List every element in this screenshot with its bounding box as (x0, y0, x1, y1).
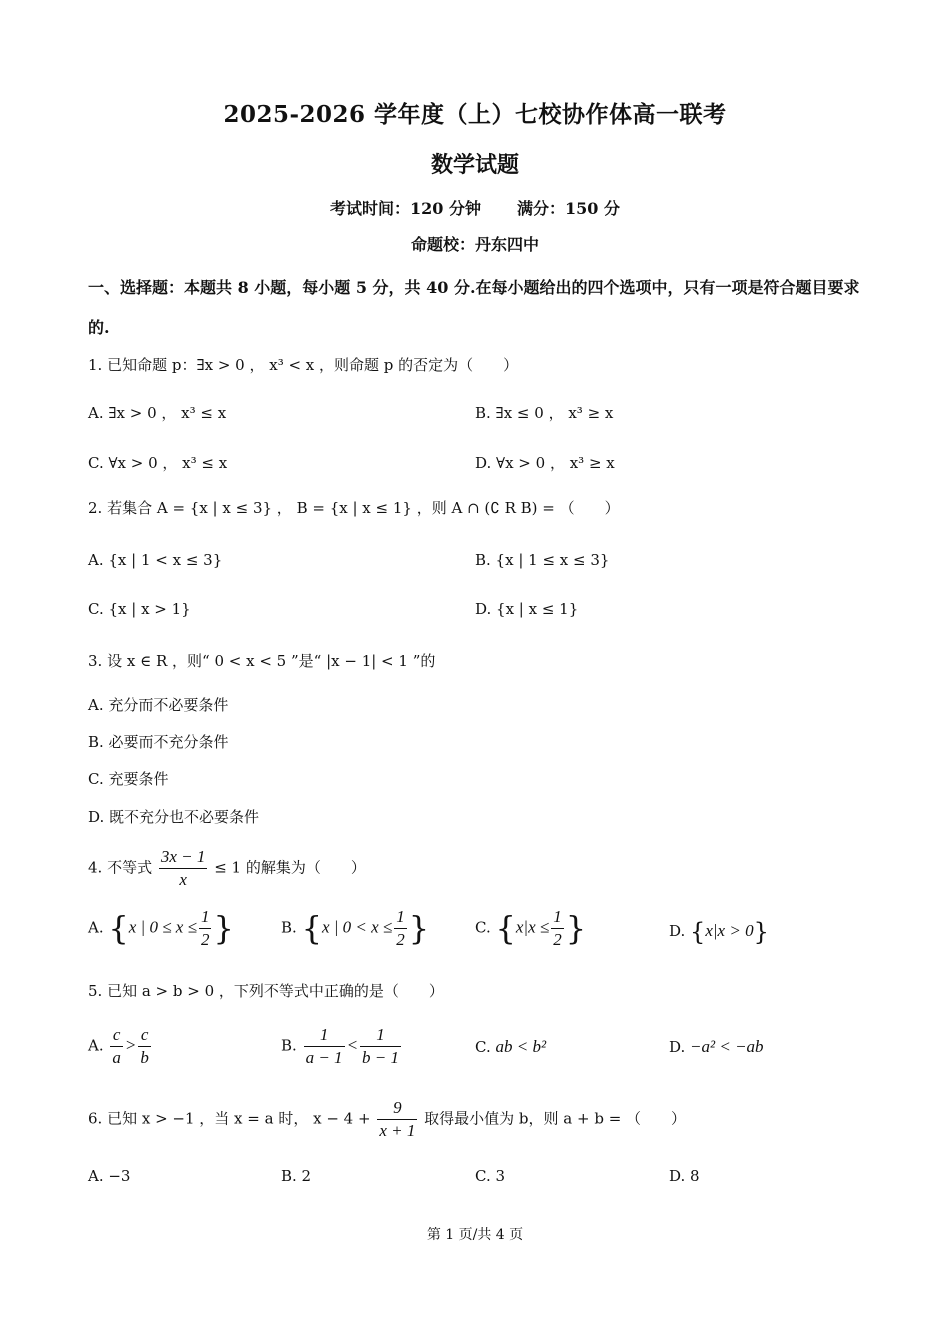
q6-fraction (377, 1097, 417, 1142)
exam-time: 考试时间：120 分钟 (330, 199, 481, 218)
question-5: 5. 已知 a > b > 0 ，下列不等式中正确的是（ ） (88, 982, 444, 1000)
page-footer: 第 1 页/共 4 页 (426, 1227, 524, 1243)
q4-numerator: 3x − 1 (159, 846, 208, 869)
q4-option-c: C. {x|x ≤ $\frac{1}{2}$ } (475, 907, 587, 949)
q6-denominator: x + 1 (379, 1121, 416, 1140)
q4-option-b: B. {x | 0 < x ≤ $\frac{1}{2}$ } (281, 907, 430, 949)
q2-option-c: C. {x | x > 1} (88, 600, 191, 618)
q3-option-b: B. 必要而不充分条件 (88, 733, 229, 751)
q3-option-d: D. 既不充分也不必要条件 (88, 808, 260, 826)
q6-stem-suffix: 取得最小值为 b，则 a + b = （ ） (424, 1109, 687, 1128)
section-heading: 一、选择题：本题共 8 小题，每小题 5 分，共 40 分.在每小题给出的四个选项中，只有一项是符合题目要求的. (88, 278, 860, 337)
q1-option-b: B. ∃x ≤ 0 ， x³ ≥ x (475, 404, 614, 422)
q6-option-d: D. 8 (669, 1167, 700, 1185)
q1-option-c: C. ∀x > 0 ， x³ ≤ x (88, 454, 228, 472)
q4-stem-suffix: ≤ 1 的解集为（ ） (214, 858, 366, 877)
q5-option-a: A. $\frac{c}{a}$ > $\frac{c}{b}$ (88, 1025, 149, 1067)
q3-option-a: A. 充分而不必要条件 (88, 696, 229, 714)
question-1: 1. 已知命题 p：∃x > 0 ， x³ < x ，则命题 p 的否定为（ ） (88, 356, 519, 374)
q5-option-c: C. ab < b² (475, 1037, 547, 1056)
q5-option-d: D. −a² < −ab (669, 1037, 764, 1056)
full-score: 满分：150 分 (517, 199, 620, 218)
exam-subtitle: 数学试题 (430, 152, 519, 178)
q4-option-d: D. {x|x > 0} (669, 918, 769, 946)
question-4 (88, 846, 366, 891)
q4-fraction (159, 846, 208, 891)
q2-option-d: D. {x | x ≤ 1} (475, 600, 579, 618)
exam-title: 2025-2026 学年度（上）七校协作体高一联考 (223, 101, 727, 128)
exam-meta (0, 196, 950, 219)
q4-denominator: x (179, 870, 187, 889)
q5-option-b: B. $\frac{1}{a - 1}$ < $\frac{1}{b - 1}$ (281, 1025, 400, 1067)
q6-numerator: 9 (377, 1097, 417, 1120)
q2-option-b: B. {x | 1 ≤ x ≤ 3} (475, 551, 610, 569)
q1-option-a: A. ∃x > 0 ， x³ ≤ x (88, 404, 227, 422)
q6-option-a: A. −3 (88, 1167, 131, 1185)
q2-option-a: A. {x | 1 < x ≤ 3} (88, 551, 223, 569)
question-2: 2. 若集合 A = {x | x ≤ 3} ， B = {x | x ≤ 1} ，则 A ∩ (∁ R B) = （ ） (88, 499, 620, 517)
question-3: 3. 设 x ∈ R ，则“ 0 < x < 5 ”是“ |x − 1| < 1 ”的 (88, 652, 436, 670)
q6-stem-prefix: 6. 已知 x > −1 ，当 x = a 时， x − 4 + (88, 1109, 371, 1128)
q6-option-c: C. 3 (475, 1167, 506, 1185)
q3-option-c: C. 充要条件 (88, 770, 169, 788)
q6-option-b: B. 2 (281, 1167, 312, 1185)
exam-school: 命题校：丹东四中 (410, 235, 539, 254)
q1-option-d: D. ∀x > 0 ， x³ ≥ x (475, 454, 615, 472)
q4-option-a: A. {x | 0 ≤ x ≤ $\frac{1}{2}$ } (88, 907, 234, 949)
question-6 (88, 1097, 686, 1142)
q4-stem-prefix: 4. 不等式 (88, 858, 153, 877)
